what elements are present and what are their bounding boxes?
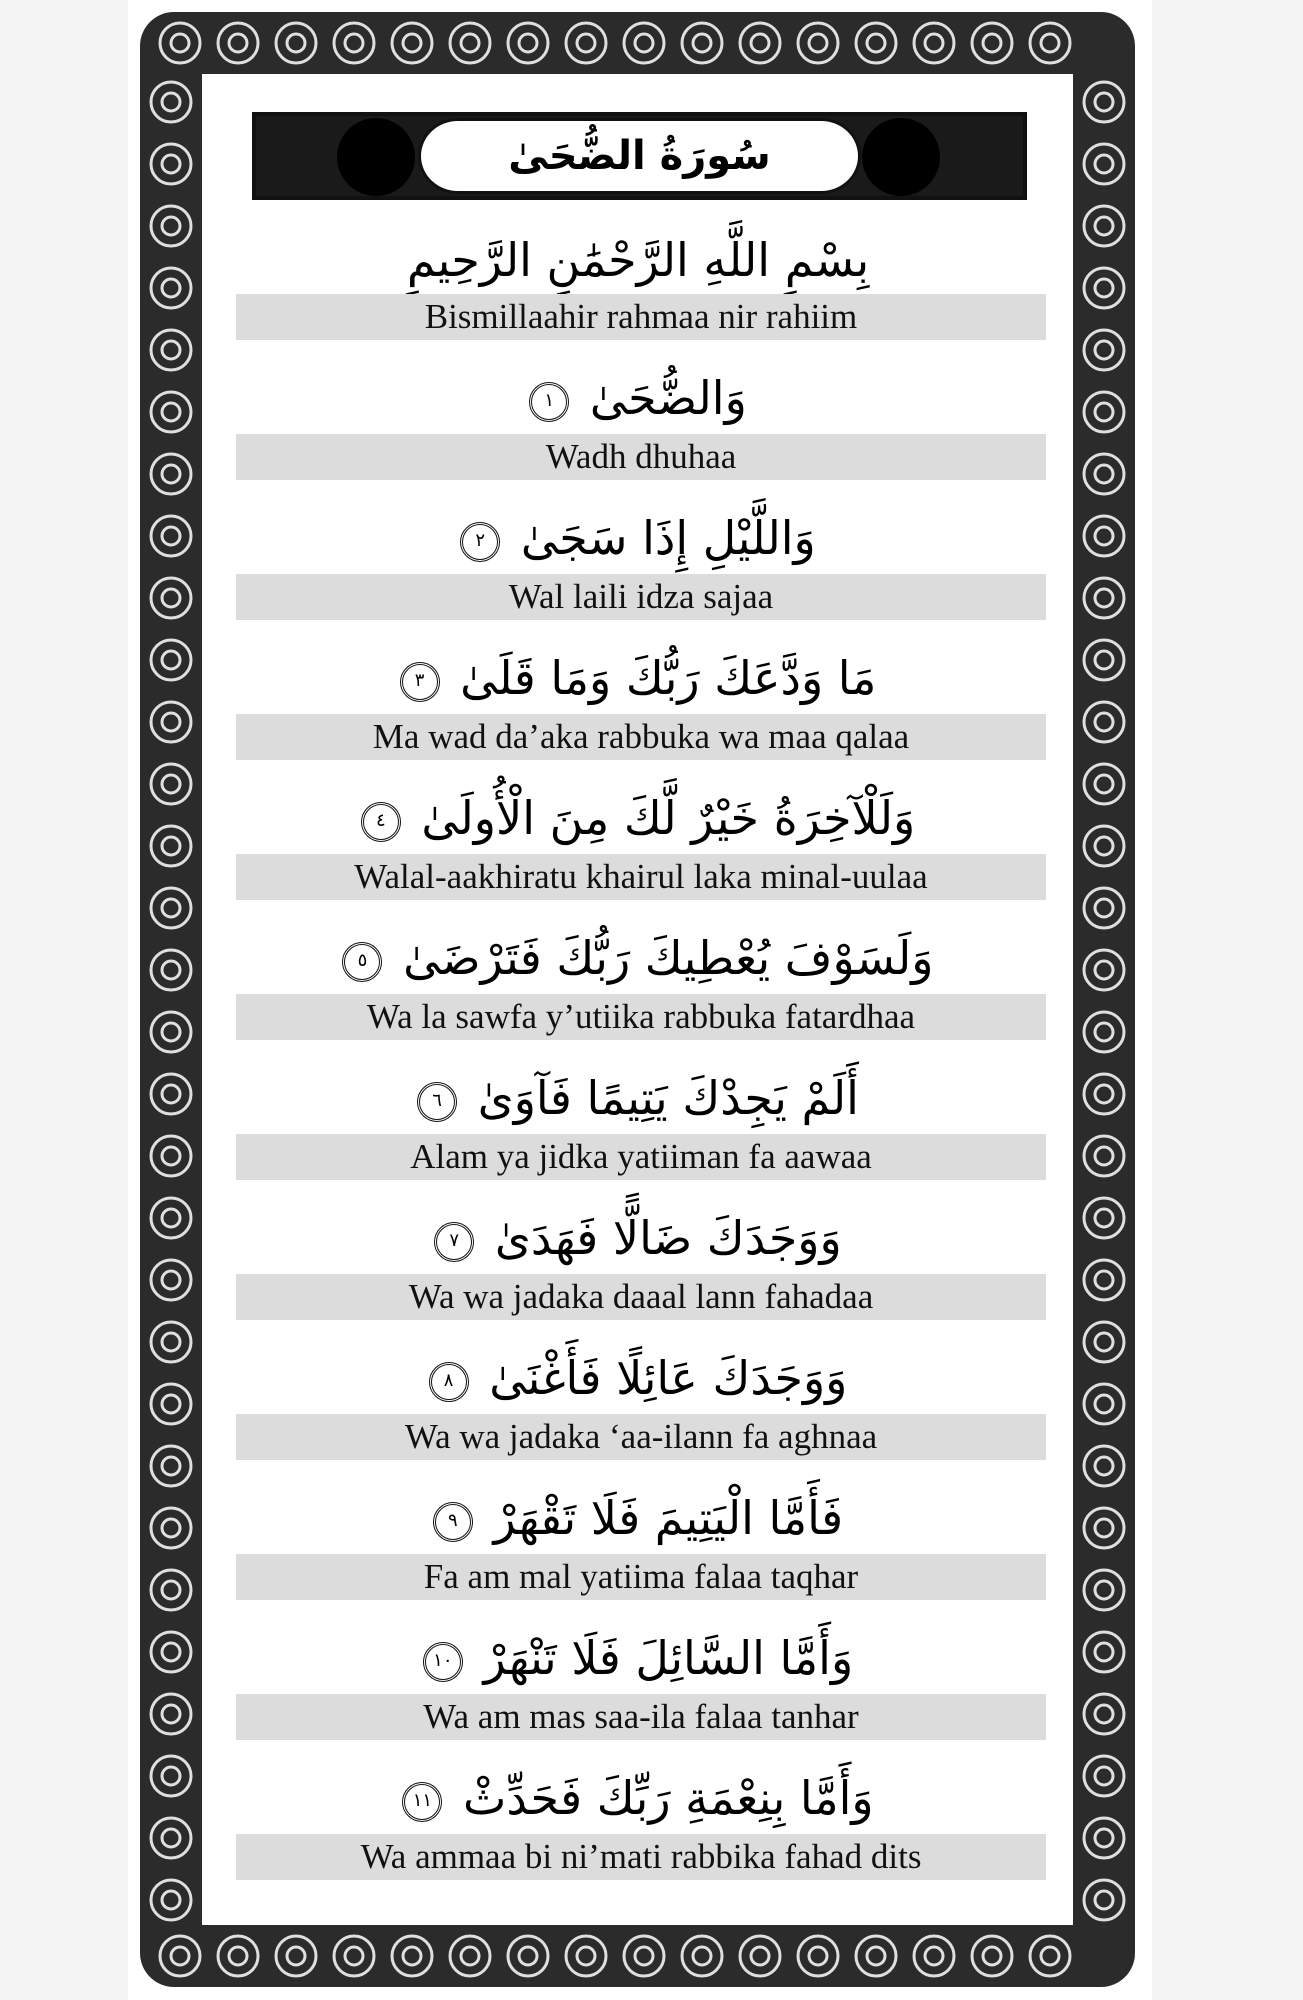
verse-number-marker: ٣: [400, 662, 440, 702]
verse-arabic: [238, 1343, 1038, 1413]
verse-arabic-text: وَأَمَّا السَّائِلَ فَلَا تَنْهَرْ: [483, 1631, 854, 1685]
verse-arabic-text: فَأَمَّا الْيَتِيمَ فَلَا تَقْهَرْ: [493, 1491, 844, 1545]
verse-arabic: [238, 643, 1038, 713]
verse-arabic-text: مَا وَدَّعَكَ رَبُّكَ وَمَا قَلَىٰ: [460, 651, 877, 705]
verse-transliteration: Ma wad da’aka rabbuka wa maa qalaa: [372, 717, 910, 756]
verse-arabic-text: وَاللَّيْلِ إِذَا سَجَىٰ: [520, 511, 816, 565]
verse-arabic-text: وَوَجَدَكَ ضَالًّا فَهَدَىٰ: [494, 1211, 842, 1265]
verse-arabic-text: أَلَمْ يَجِدْكَ يَتِيمًا فَآوَىٰ: [477, 1071, 859, 1125]
verse-number-marker: ٧: [434, 1222, 474, 1262]
verse-arabic-text: وَلَلْآخِرَةُ خَيْرٌ لَّكَ مِنَ الْأُولَىٰ: [421, 791, 916, 845]
verse-number-marker: ٥: [342, 942, 382, 982]
verse-arabic: [238, 1203, 1038, 1273]
verse-number-marker: ٢: [460, 522, 500, 562]
verse-arabic-text: وَلَسَوْفَ يُعْطِيكَ رَبُّكَ فَتَرْضَىٰ: [403, 931, 934, 985]
verse-transliteration: Wa ammaa bi ni’mati rabbika fahad dits: [360, 1837, 922, 1876]
verse-transliteration: Walal-aakhiratu khairul laka minal-uulaa: [354, 857, 928, 896]
verse-number-marker: ١: [529, 382, 569, 422]
verse-number-marker: ٦: [417, 1082, 457, 1122]
verse-transliteration: Wa wa jadaka ‘aa-ilann fa aghnaa: [404, 1417, 878, 1456]
surah-title: سُورَةُ الضُّحَىٰ: [508, 133, 771, 179]
title-ornament-right: [862, 118, 940, 196]
verse-transliteration: Alam ya jidka yatiiman fa aawaa: [410, 1137, 872, 1176]
verse-transliteration: Wa am mas saa-ila falaa tanhar: [423, 1697, 859, 1736]
verse-transliteration: Fa am mal yatiima falaa taqhar: [423, 1557, 859, 1596]
verse-arabic-text: وَوَجَدَكَ عَائِلًا فَأَغْنَىٰ: [489, 1351, 848, 1405]
verse-arabic: [238, 363, 1038, 433]
verse-number-marker: ١٠: [423, 1642, 463, 1682]
verse-transliteration: Wa wa jadaka daaal lann fahadaa: [408, 1277, 874, 1316]
verse-arabic: [238, 1763, 1038, 1833]
verse-arabic: [238, 783, 1038, 853]
basmala-transliteration: Bismillaahir rahmaa nir rahiim: [424, 297, 858, 336]
verse-arabic-text: وَأَمَّا بِنِعْمَةِ رَبِّكَ فَحَدِّثْ: [463, 1771, 874, 1825]
verse-arabic: [238, 503, 1038, 573]
verse-arabic-text: وَالضُّحَىٰ: [589, 371, 747, 425]
title-ornament-left: [337, 118, 415, 196]
verse-arabic: [238, 923, 1038, 993]
verse-transliteration: Wadh dhuhaa: [545, 437, 737, 476]
verse-arabic: [238, 1483, 1038, 1553]
verse-number-marker: ٨: [429, 1362, 469, 1402]
verse-arabic: [238, 1623, 1038, 1693]
verse-number-marker: ٩: [433, 1502, 473, 1542]
verse-arabic: [238, 1063, 1038, 1133]
verse-number-marker: ٤: [361, 802, 401, 842]
verse-number-marker: ١١: [402, 1782, 442, 1822]
basmala-arabic: بِسْمِ اللَّهِ الرَّحْمَٰنِ الرَّحِيمِ: [406, 233, 870, 287]
verse-transliteration: Wa la sawfa y’utiika rabbuka fatardhaa: [366, 997, 916, 1036]
verse-transliteration: Wal laili idza sajaa: [508, 577, 774, 616]
